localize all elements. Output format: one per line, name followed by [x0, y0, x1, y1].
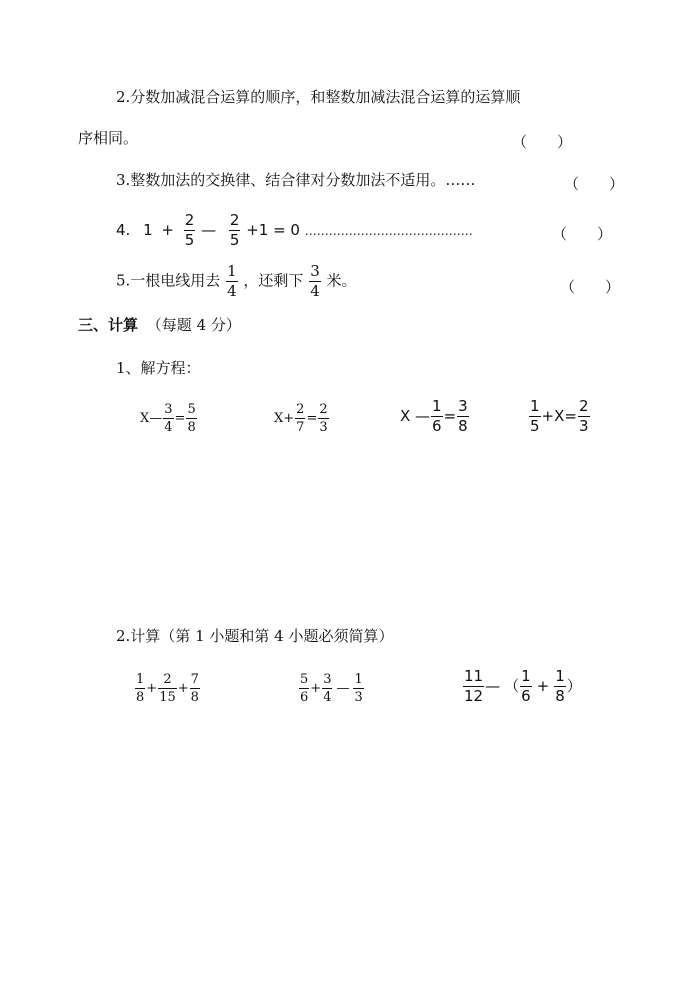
c3-fraction-2: $\frac{1}{6}$ [521, 667, 531, 705]
e3-fraction-2: $\frac{3}{8}$ [458, 397, 468, 435]
calculation-heading: 2.计算（第 1 小题和第 4 小题必须简算） [116, 627, 394, 645]
answer-bracket-q2: （ ） [512, 133, 573, 151]
q4-dots: …………………………………… [304, 224, 473, 238]
e2-equals: = [306, 411, 318, 426]
e1-x: X— [140, 411, 163, 426]
e3-fraction-1: $\frac{1}{6}$ [432, 397, 442, 435]
section-3-heading [78, 318, 241, 333]
equation-3 [400, 399, 470, 434]
question-2-line-2: 序相同。 [78, 129, 139, 147]
c3-right-paren: ） [566, 677, 582, 695]
q5-fraction-1: $\frac{1}{4}$ [227, 262, 237, 300]
c2-fraction-1: $\frac{5}{6}$ [300, 672, 309, 705]
e1-fraction-1: $\frac{3}{4}$ [164, 402, 173, 435]
c3-fraction-1: $\frac{11}{12}$ [464, 667, 484, 705]
section-3-points: （每题 4 分） [146, 316, 241, 334]
q4-fraction-2: $\frac{2}{5}$ [229, 211, 240, 249]
q5-text-2: ，还剩下 [243, 271, 304, 290]
equation-1 [140, 403, 198, 434]
solve-equations-heading: 1、解方程： [116, 359, 201, 377]
c1-plus-1: + [146, 681, 158, 696]
q4-plus: + [161, 221, 174, 239]
q4-label: 4. [116, 221, 131, 239]
q5-text-3: 米。 [326, 271, 357, 290]
c1-plus-2: + [177, 681, 189, 696]
question-2-line-1: 2.分数加减混合运算的顺序，和整数加减法混合运算的运算顺 [116, 88, 521, 106]
c1-fraction-2: $\frac{2}{15}$ [159, 672, 176, 705]
c2-plus: + [310, 681, 322, 696]
e3-equals: = [443, 407, 457, 425]
q5-fraction-2: $\frac{3}{4}$ [310, 262, 320, 300]
section-3-title: 三、计算 [78, 316, 139, 334]
c3-plus: + [536, 677, 550, 695]
calculation-3 [462, 669, 582, 704]
c1-fraction-1: $\frac{1}{8}$ [136, 672, 145, 705]
e4-fraction-2: $\frac{2}{3}$ [578, 397, 589, 435]
q4-tail: +1 = 0 [246, 221, 300, 239]
e4-fraction-1: $\frac{1}{5}$ [530, 397, 540, 435]
e2-fraction-2: $\frac{2}{3}$ [319, 402, 328, 435]
question-5 [116, 264, 357, 299]
q4-fraction-1: $\frac{2}{5}$ [184, 211, 195, 249]
calculation-1 [134, 673, 201, 704]
c3-fraction-3: $\frac{1}{8}$ [555, 667, 565, 705]
c2-fraction-2: $\frac{3}{4}$ [323, 672, 332, 705]
q5-text-1: 5.一根电线用去 [116, 271, 221, 290]
e1-fraction-2: $\frac{5}{8}$ [187, 402, 196, 435]
e2-x: X+ [274, 411, 295, 426]
c2-minus: — [336, 681, 350, 696]
c2-fraction-3: $\frac{1}{3}$ [354, 672, 363, 705]
e4-plus-x-equals: +X= [541, 407, 577, 425]
q4-minus: — [201, 221, 217, 239]
c1-fraction-3: $\frac{7}{8}$ [190, 672, 199, 705]
c3-minus: — [485, 677, 501, 695]
question-3: 3.整数加法的交换律、结合律对分数加法不适用。…… [116, 171, 476, 189]
answer-bracket-q5: （ ） [560, 278, 621, 296]
answer-bracket-q4: （ ） [552, 225, 613, 243]
e3-x: X — [400, 407, 431, 425]
equation-2 [274, 403, 330, 434]
e1-equals: = [174, 411, 186, 426]
question-4 [116, 213, 473, 248]
q4-one: 1 [143, 221, 153, 239]
c3-left-paren: （ [504, 677, 520, 695]
calculation-2 [298, 673, 365, 704]
answer-bracket-q3: （ ） [564, 175, 625, 193]
equation-4 [528, 399, 591, 434]
e2-fraction-1: $\frac{2}{7}$ [296, 402, 305, 435]
